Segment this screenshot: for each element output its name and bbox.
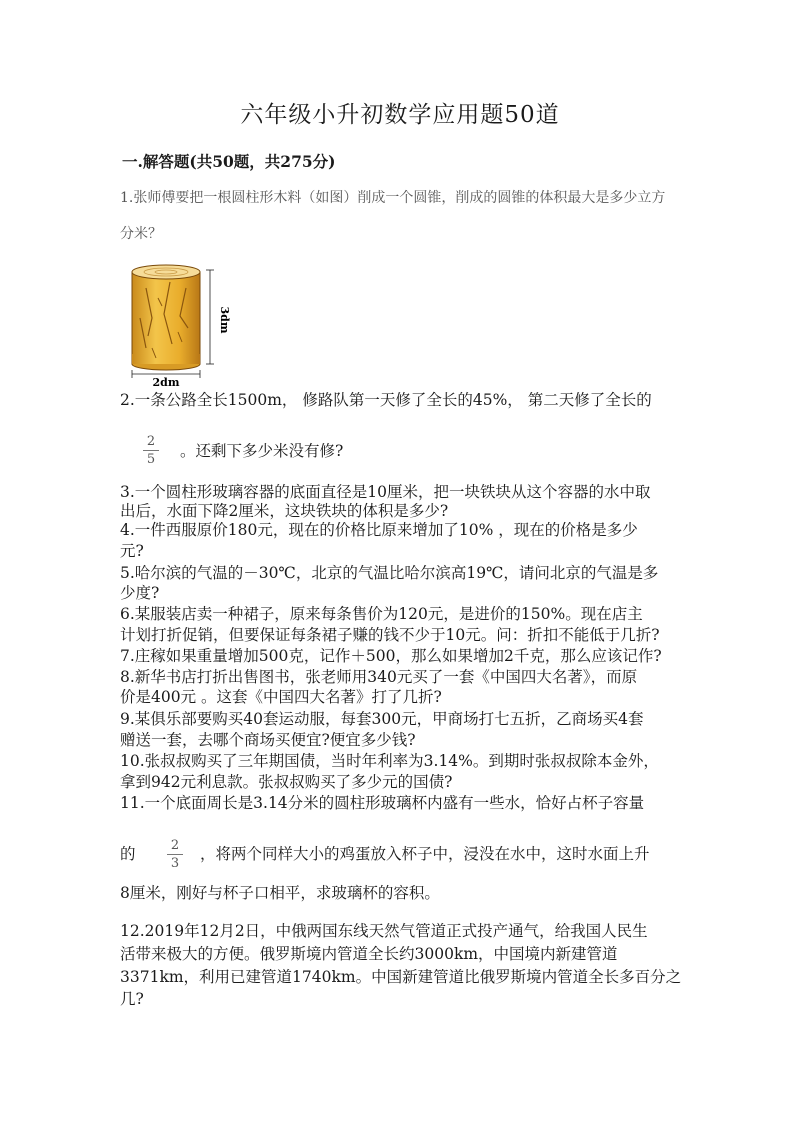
question-11-line-3: 8厘米，刚好与杯子口相平，求玻璃杯的容积。 [120, 884, 440, 902]
question-8-line-2: 价是400元 。这套《中国四大名著》打了几折? [120, 688, 442, 706]
fraction-bar [143, 450, 159, 451]
page-title: 六年级小升初数学应用题50道 [240, 102, 560, 128]
fraction-2-5 [143, 434, 159, 467]
question-2-line-1: 2.一条公路全长1500m， 修路队第一天修了全长的45%， 第二天修了全长的 [120, 391, 652, 409]
question-11-line-2b: ，将两个同样大小的鸡蛋放入杯子中，浸没在水中，这时水面上升 [200, 845, 650, 863]
question-4-line-1: 4.一件西服原价180元，现在的价格比原来增加了10% ，现在的价格是多少 [120, 521, 638, 539]
question-10-line-1: 10.张叔叔购买了三年期国债，当时年利率为3.14%。到期时张叔叔除本金外， [120, 752, 659, 770]
question-12-line-4: 几? [120, 990, 144, 1008]
fraction-bar [167, 854, 183, 855]
question-8-line-1: 8.新华书店打折出售图书，张老师用340元买了一套《中国四大名著》，而原 [120, 668, 638, 686]
question-9-line-2: 赠送一套，去哪个商场买便宜?便宜多少钱? [120, 731, 416, 749]
fraction-numerator: 2 [170, 838, 180, 853]
question-7-line-1: 7.庄稼如果重量增加500克，记作＋500，那么如果增加2千克，那么应该记作? [120, 647, 662, 665]
question-1-line-1: 1.张师傅要把一根圆柱形木料（如图）削成一个圆锥，削成的圆锥的体积最大是多少立方 [120, 190, 666, 206]
question-12-line-2: 活带来极大的方便。俄罗斯境内管道全长约3000km，中国境内新建管道 [120, 945, 618, 963]
question-11-line-2a: 的 [120, 845, 136, 863]
question-1-line-2: 分米？ [120, 226, 162, 242]
question-3-line-1: 3.一个圆柱形玻璃容器的底面直径是10厘米，把一块铁块从这个容器的水中取 [120, 483, 651, 501]
question-6-line-2: 计划打折促销，但要保证每条裙子赚的钱不少于10元。问：折扣不能低于几折? [120, 626, 660, 644]
question-11-line-1: 11.一个底面周长是3.14分米的圆柱形玻璃杯内盛有一些水，恰好占杯子容量 [120, 794, 645, 812]
diameter-label: 2dm [152, 376, 180, 389]
question-9-line-1: 9.某俱乐部要购买40套运动服，每套300元，甲商场打七五折，乙商场买4套 [120, 710, 644, 728]
question-10-line-2: 拿到942元利息款。张叔叔购买了多少元的国债? [120, 773, 453, 791]
fraction-denominator: 3 [170, 856, 180, 871]
question-3-line-2: 出后，水面下降2厘米，这块铁块的体积是多少? [120, 502, 449, 520]
question-2-line-2: 。还剩下多少米没有修? [180, 442, 344, 460]
question-6-line-1: 6.某服装店卖一种裙子，原来每条售价为120元，是进价的150%。现在店主 [120, 605, 643, 623]
fraction-numerator: 2 [146, 434, 156, 449]
section-heading: 一.解答题(共50题，共275分) [122, 152, 336, 171]
fraction-2-3 [167, 838, 183, 871]
question-12-line-3: 3371km，利用已建管道1740km。中国新建管道比俄罗斯境内管道全长多百分之 [120, 968, 682, 986]
cylinder-log-figure [118, 258, 231, 389]
question-5-line-1: 5.哈尔滨的气温的－30℃，北京的气温比哈尔滨高19℃，请问北京的气温是多 [120, 564, 659, 582]
question-4-line-2: 元? [120, 542, 144, 560]
question-12-line-1: 12.2019年12月2日，中俄两国东线天然气管道正式投产通气，给我国人民生 [120, 922, 648, 940]
question-5-line-2: 少度? [120, 584, 160, 602]
height-label: 3dm [218, 306, 231, 334]
fraction-denominator: 5 [146, 452, 156, 467]
